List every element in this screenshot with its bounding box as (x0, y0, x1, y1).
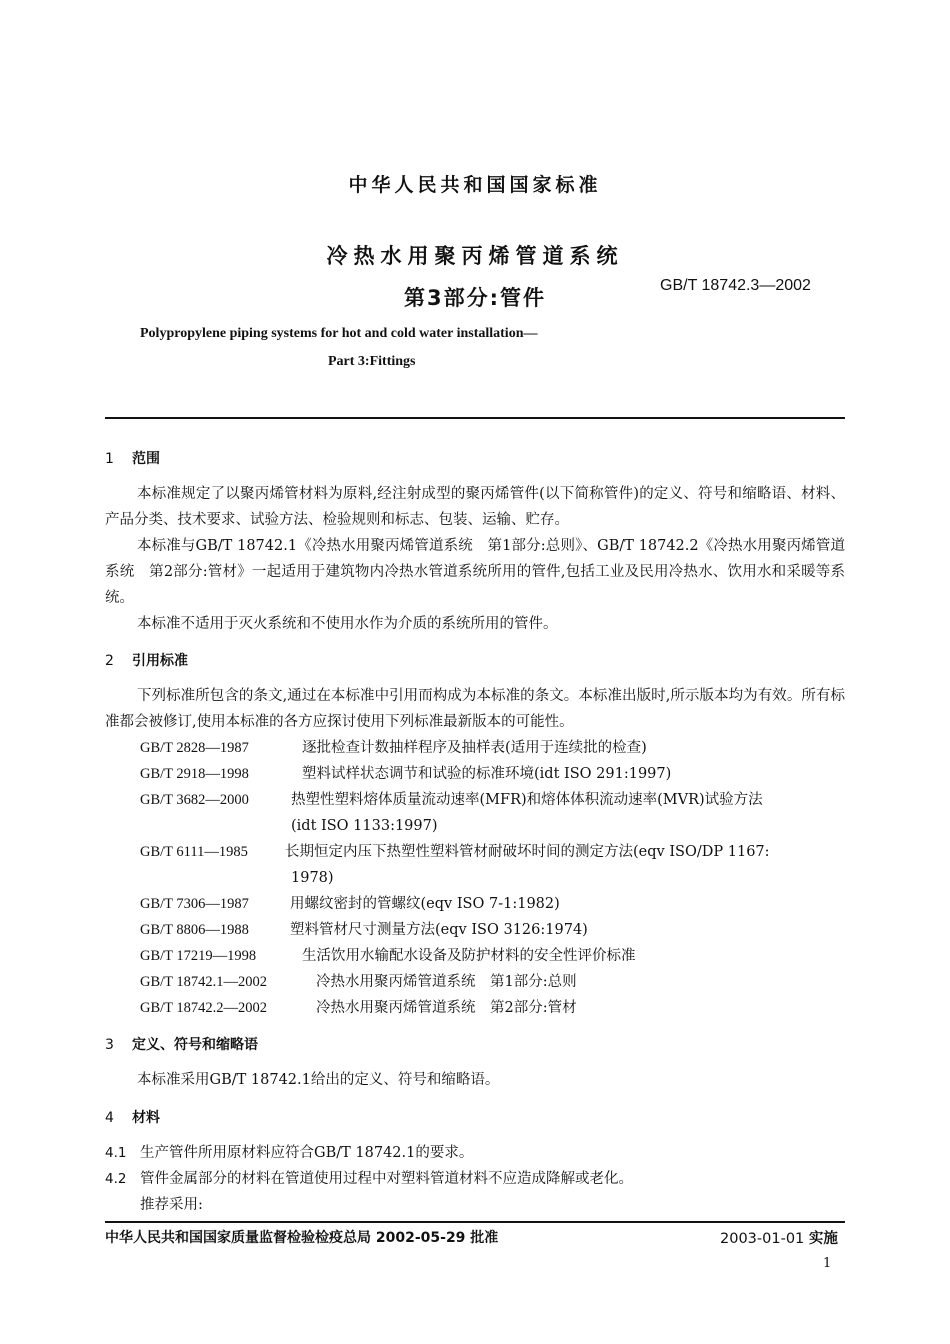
reference-item (140, 735, 850, 761)
issuing-organization: 中华人民共和国国家标准 (348, 174, 602, 196)
section-2-paragraph: 下列标准所包含的条文,通过在本标准中引用而构成为本标准的条文。本标准出版时,所示版本均为有效。所有标准都会被修订,使用本标准的各方应探讨使用下列标准最新版本的可能性。 (105, 688, 845, 730)
footer-divider (105, 1221, 845, 1223)
section-title: 范围 (132, 451, 160, 467)
section-1-paragraph: 本标准规定了以聚丙烯管材料为原料,经注射成型的聚丙烯管件(以下简称管件)的定义、符号和缩略语、材料、产品分类、技术要求、试验方法、检验规则和标志、包装、运输、贮存。 (105, 486, 845, 528)
document-title-cn: 冷热水用聚丙烯管道系统 (326, 244, 624, 268)
section-title: 引用标准 (132, 653, 188, 669)
clause-text: 管件金属部分的材料在管道使用过程中对塑料管道材料不应造成降解或老化。 (140, 1171, 633, 1187)
clause-number: 4.2 (105, 1171, 127, 1187)
clause-4-2-trailing: 推荐采用: (140, 1197, 203, 1213)
document-title-en: Polypropylene piping systems for hot and cold water installation— (140, 326, 538, 341)
section-1-paragraph: 本标准不适用于灭火系统和不使用水作为介质的系统所用的管件。 (137, 616, 558, 632)
clause-4-1 (105, 1140, 473, 1166)
reference-code: GB/T 8806—1988 (140, 922, 249, 938)
section-1-heading (105, 448, 160, 468)
reference-continuation: 1978) (291, 870, 334, 886)
section-number: 3 (105, 1037, 114, 1053)
reference-title: 热塑性塑料熔体质量流动速率(MFR)和熔体体积流动速率(MVR)试验方法 (291, 792, 763, 808)
reference-code: GB/T 2828—1987 (140, 740, 249, 756)
clause-text: 生产管件所用原材料应符合GB/T 18742.1的要求。 (140, 1145, 474, 1161)
section-number: 1 (105, 451, 114, 467)
reference-title: 塑料管材尺寸测量方法(eqv ISO 3126:1974) (290, 922, 588, 938)
reference-title: 生活饮用水输配水设备及防护材料的安全性评价标准 (302, 948, 636, 964)
section-number: 4 (105, 1110, 114, 1126)
clause-number: 4.1 (105, 1145, 127, 1161)
reference-title: 冷热水用聚丙烯管道系统 第1部分:总则 (316, 974, 577, 990)
reference-code: GB/T 6111—1985 (140, 844, 248, 860)
reference-code: GB/T 2918—1998 (140, 766, 249, 782)
approval-statement: 中华人民共和国国家质量监督检验检疫总局 2002-05-29 批准 (105, 1230, 499, 1246)
section-2-heading (105, 650, 188, 670)
header-divider (105, 417, 845, 419)
document-subtitle-en: Part 3:Fittings (328, 354, 416, 369)
clause-4-2 (105, 1166, 633, 1192)
section-3-heading (105, 1034, 258, 1054)
document-subtitle-cn: 第3部分:管件 (403, 286, 546, 310)
reference-code: GB/T 3682—2000 (140, 792, 249, 808)
section-title: 定义、符号和缩略语 (132, 1037, 258, 1053)
section-1-paragraph: 本标准与GB/T 18742.1《冷热水用聚丙烯管道系统 第1部分:总则》、GB/T 18742.2《冷热水用聚丙烯管道系统 第2部分:管材》一起适用于建筑物内冷热水管道系统所用的管件,包括工业及民用冷热水、饮用水和采暖等系统。 (105, 538, 845, 606)
standard-number: GB/T 18742.3—2002 (660, 277, 811, 294)
reference-code: GB/T 18742.1—2002 (140, 974, 268, 990)
reference-item (140, 891, 850, 917)
section-3-paragraph: 本标准采用GB/T 18742.1给出的定义、符号和缩略语。 (137, 1072, 500, 1088)
reference-title: 长期恒定内压下热塑性塑料管材耐破坏时间的测定方法(eqv ISO/DP 1167: (285, 844, 770, 860)
reference-code: GB/T 18742.2—2002 (140, 1000, 268, 1016)
reference-title: 逐批检查计数抽样程序及抽样表(适用于连续批的检查) (302, 740, 647, 756)
reference-item (140, 839, 850, 865)
implementation-label: 实施 (808, 1231, 838, 1247)
reference-continuation: (idt ISO 1133:1997) (291, 818, 438, 834)
reference-title: 用螺纹密封的管螺纹(eqv ISO 7-1:1982) (290, 896, 560, 912)
reference-title: 冷热水用聚丙烯管道系统 第2部分:管材 (316, 1000, 577, 1016)
section-title: 材料 (132, 1110, 160, 1126)
reference-item (140, 761, 850, 787)
reference-item (140, 995, 850, 1021)
implementation-date: 2003-01-01 (720, 1231, 805, 1247)
reference-item (140, 943, 850, 969)
implementation-statement (720, 1227, 838, 1248)
reference-item (140, 787, 850, 813)
page-number: 1 (823, 1256, 832, 1271)
reference-code: GB/T 7306—1987 (140, 896, 249, 912)
reference-item (140, 969, 850, 995)
reference-item (140, 917, 850, 943)
reference-code: GB/T 17219—1998 (140, 948, 257, 964)
section-number: 2 (105, 653, 114, 669)
reference-title: 塑料试样状态调节和试验的标准环境(idt ISO 291:1997) (302, 766, 672, 782)
section-4-heading (105, 1107, 160, 1127)
